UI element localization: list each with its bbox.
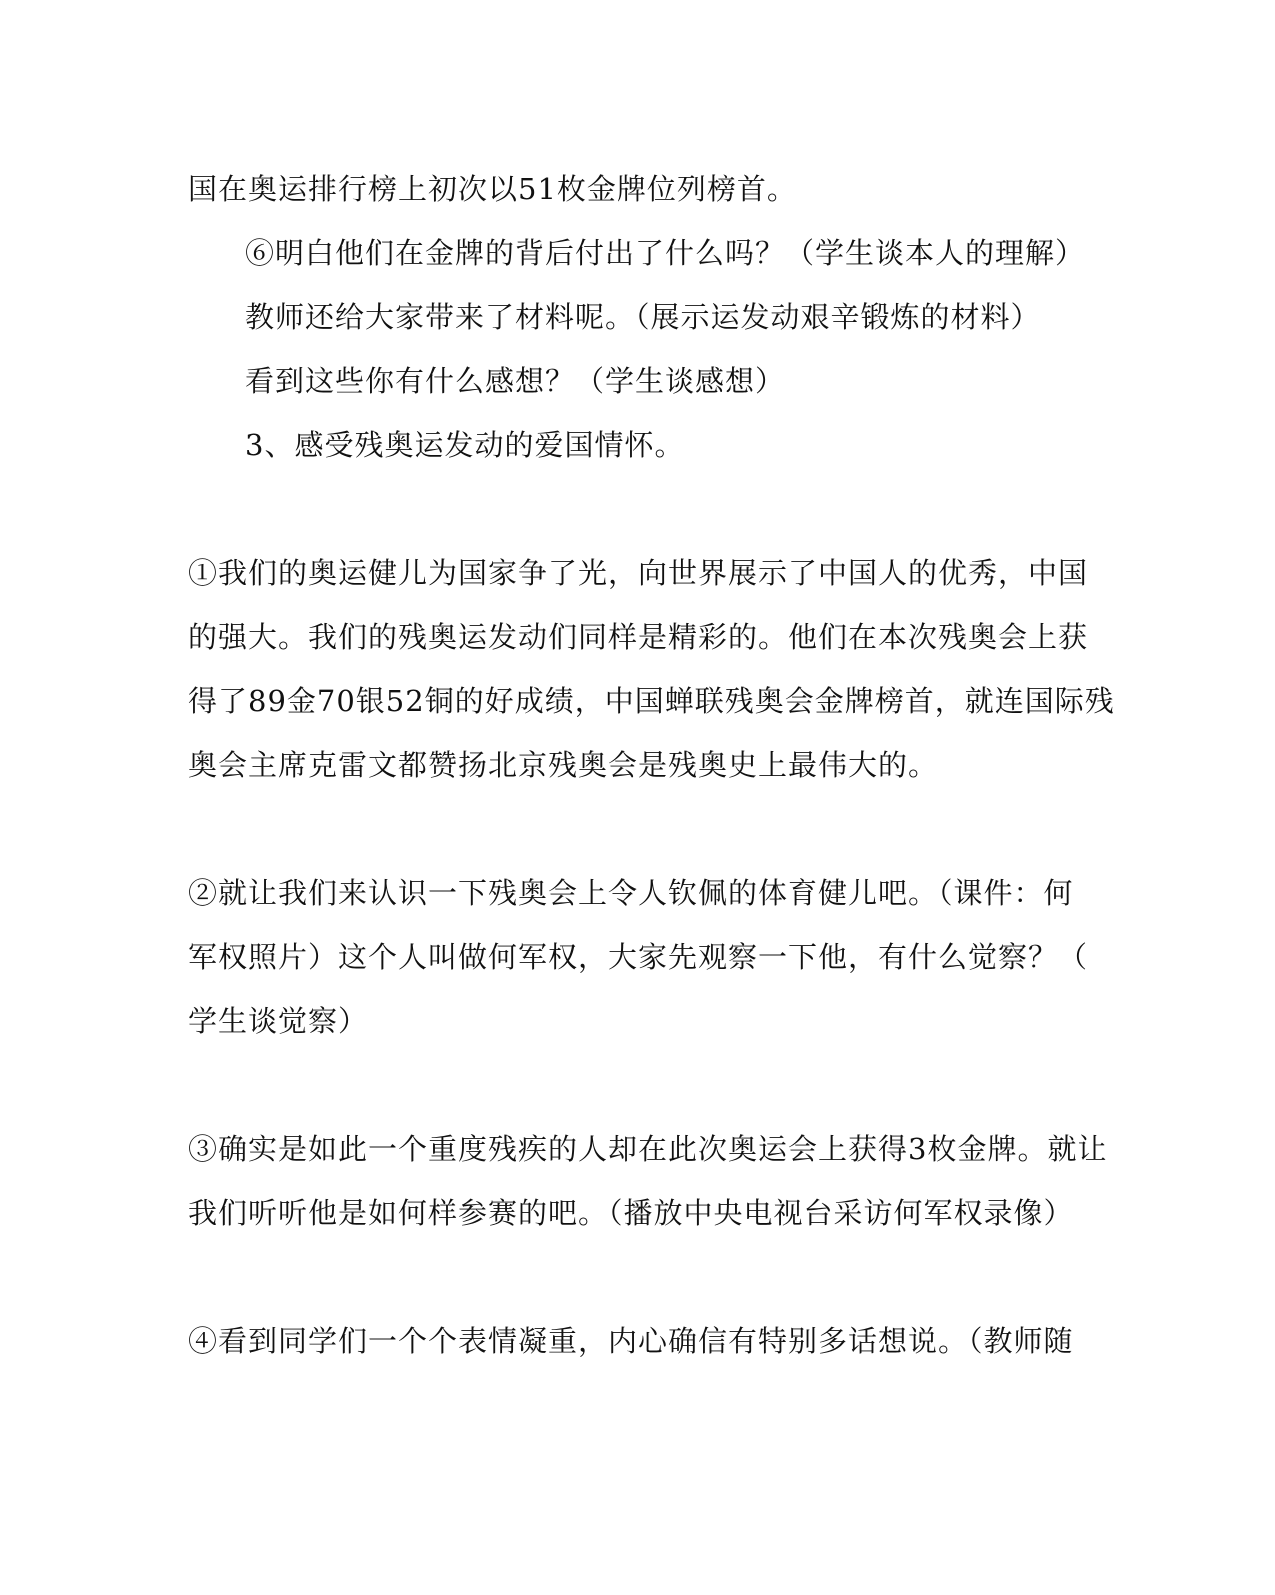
text-line: 军权照片）这个人叫做何军权，大家先观察一下他，有什么觉察？（ [188, 940, 1089, 974]
text-line: ①我们的奥运健儿为国家争了光，向世界展示了中国人的优秀，中国 [188, 556, 1089, 590]
text-line: 看到这些你有什么感想？（学生谈感想） [245, 364, 786, 398]
text-line: ②就让我们来认识一下残奥会上令人钦佩的体育健儿吧。（课件：何 [188, 876, 1074, 910]
text-line: 学生谈觉察） [188, 1004, 369, 1038]
text-line: 奥会主席克雷文都赞扬北京残奥会是残奥史上最伟大的。 [188, 748, 939, 782]
text-line: 得了89金70银52铜的好成绩，中国蝉联残奥会金牌榜首，就连国际残 [188, 684, 1115, 718]
text-line: ③确实是如此一个重度残疾的人却在此次奥运会上获得3枚金牌。就让 [188, 1132, 1108, 1166]
text-line: 我们听听他是如何样参赛的吧。（播放中央电视台采访何军权录像） [188, 1196, 1074, 1230]
text-line: ④看到同学们一个个表情凝重，内心确信有特别多话想说。（教师随 [188, 1324, 1074, 1358]
text-line: 国在奥运排行榜上初次以51枚金牌位列榜首。 [188, 172, 797, 206]
text-line: ⑥明白他们在金牌的背后付出了什么吗？（学生谈本人的理解） [245, 236, 1086, 270]
text-line: 教师还给大家带来了材料呢。（展示运发动艰辛锻炼的材料） [245, 300, 1041, 334]
text-line: 3、感受残奥运发动的爱国情怀。 [245, 428, 685, 462]
text-line: 的强大。我们的残奥运发动们同样是精彩的。他们在本次残奥会上获 [188, 620, 1089, 654]
